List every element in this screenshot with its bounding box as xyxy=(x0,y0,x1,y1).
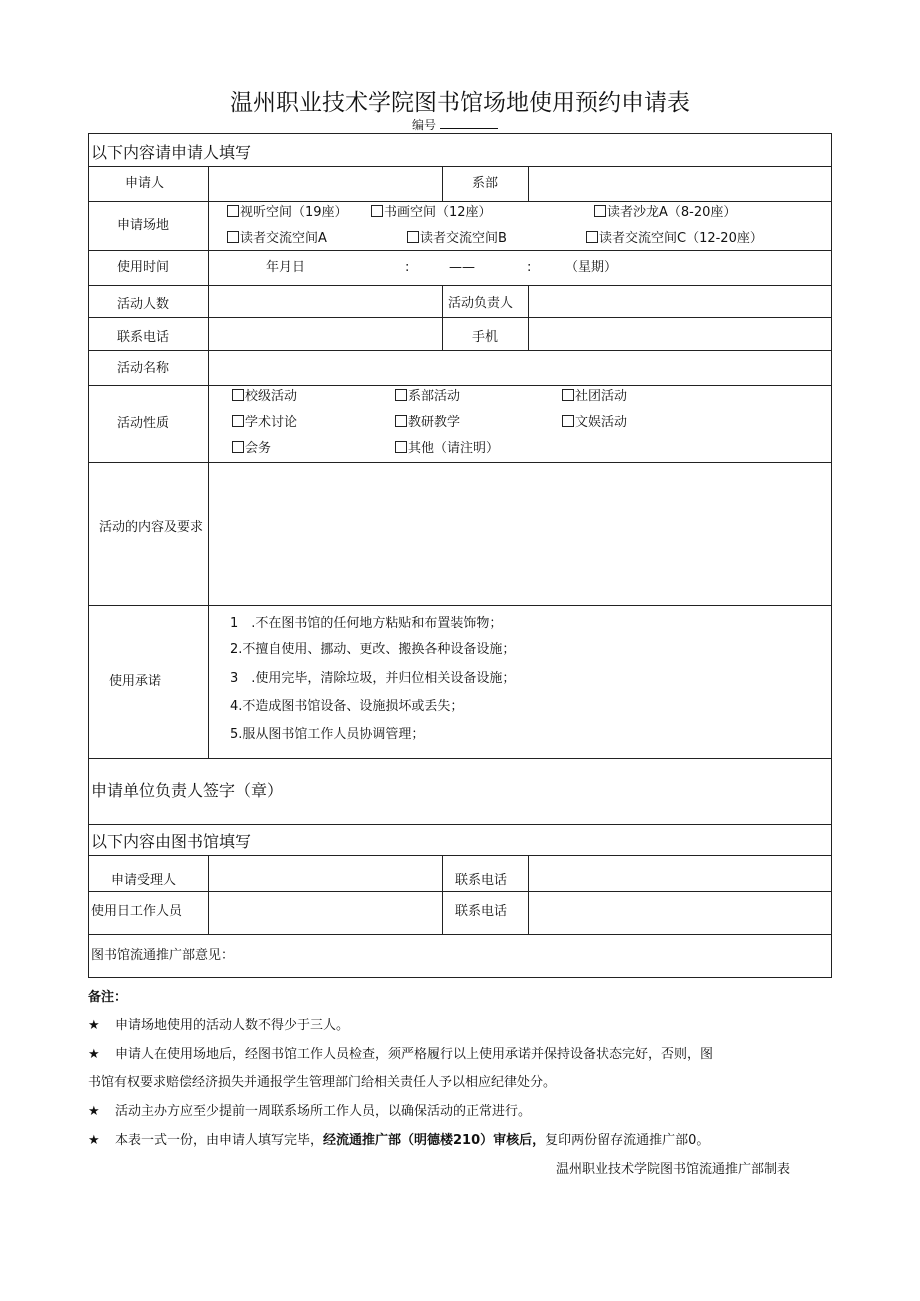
footer-credit: 温州职业技术学院图书馆流通推广部制表 xyxy=(556,1162,791,1177)
activity-name-input[interactable] xyxy=(209,351,831,385)
checkbox-icon[interactable] xyxy=(407,231,419,243)
headcount-input[interactable] xyxy=(209,286,442,317)
label-venue: 申请场地 xyxy=(117,218,170,233)
phone-input[interactable] xyxy=(209,318,442,350)
label-leader: 活动负责人 xyxy=(448,296,514,311)
receiver-phone-input[interactable] xyxy=(529,856,831,891)
checkbox-icon[interactable] xyxy=(594,205,606,217)
note-item: 活动主办方应至少提前一周联系场所工作人员，以确保活动的正常进行。 xyxy=(115,1104,532,1119)
type-option-club[interactable]: 社团活动 xyxy=(562,389,627,405)
time-colon-end: : xyxy=(527,260,532,275)
opinion-area[interactable] xyxy=(89,935,831,977)
checkbox-icon[interactable] xyxy=(232,415,244,427)
note-last-bold: 经流通推广部（明德楼210）审核后， xyxy=(323,1133,546,1148)
note-item: 申请场地使用的活动人数不得少于三人。 xyxy=(115,1018,350,1033)
label-content: 活动的内容及要求 xyxy=(98,520,203,535)
checkbox-icon[interactable] xyxy=(371,205,383,217)
label-opinion: 图书馆流通推广部意见： xyxy=(91,948,235,963)
commitment-item: 1 .不在图书馆的任何地方粘贴和布置装饰物； xyxy=(230,616,503,631)
checkbox-icon[interactable] xyxy=(232,441,244,453)
type-option-other[interactable]: 其他（请注明） xyxy=(395,441,499,457)
venue-option-calligraphy[interactable]: 书画空间（12座） xyxy=(371,205,492,221)
content-textarea[interactable] xyxy=(209,463,831,605)
checkbox-icon[interactable] xyxy=(395,415,407,427)
label-commitment: 使用承诺 xyxy=(109,674,162,689)
checkbox-icon[interactable] xyxy=(395,441,407,453)
star-icon: ★ xyxy=(88,1104,100,1119)
label-applicant: 申请人 xyxy=(125,176,165,191)
venue-option-salon-a[interactable]: 读者沙龙A（8-20座） xyxy=(594,205,736,221)
label-use-time: 使用时间 xyxy=(117,260,170,275)
label-department: 系部 xyxy=(472,176,499,191)
label-staff: 使用日工作人员 xyxy=(91,904,183,919)
serial-input-line[interactable] xyxy=(440,118,498,129)
label-activity-name: 活动名称 xyxy=(117,361,170,376)
type-option-entertainment[interactable]: 文娱活动 xyxy=(562,415,627,431)
checkbox-icon[interactable] xyxy=(562,389,574,401)
checkbox-icon[interactable] xyxy=(562,415,574,427)
commitment-item: 4.不造成图书馆设备、设施损坏或丢失； xyxy=(230,699,464,714)
note-last-pre: 本表一式一份，由申请人填写完毕， xyxy=(115,1133,324,1148)
star-icon: ★ xyxy=(88,1133,100,1148)
checkbox-icon[interactable] xyxy=(586,231,598,243)
note-item: 申请人在使用场地后，经图书馆工作人员检查，须严格履行以上使用承诺并保持设备状态完好，否则，图 xyxy=(115,1047,714,1062)
label-phone: 联系电话 xyxy=(117,330,170,345)
mobile-input[interactable] xyxy=(529,318,831,350)
notes-heading: 备注： xyxy=(88,990,128,1005)
type-option-department[interactable]: 系部活动 xyxy=(395,389,460,405)
receiver-input[interactable] xyxy=(209,856,442,891)
label-headcount: 活动人数 xyxy=(117,297,170,312)
type-option-meeting[interactable]: 会务 xyxy=(232,441,271,457)
commitment-item: 3 .使用完毕，清除垃圾，并归位相关设备设施； xyxy=(230,671,516,686)
checkbox-icon[interactable] xyxy=(232,389,244,401)
venue-option-exchange-c[interactable]: 读者交流空间C（12-20座） xyxy=(586,231,763,247)
checkbox-icon[interactable] xyxy=(227,231,239,243)
venue-option-exchange-a[interactable]: 读者交流空间A xyxy=(227,231,327,247)
checkbox-icon[interactable] xyxy=(395,389,407,401)
venue-option-exchange-b[interactable]: 读者交流空间B xyxy=(407,231,507,247)
venue-option-av[interactable]: 视听空间（19座） xyxy=(227,205,348,221)
note-last-post: 复印两份留存流通推广部0。 xyxy=(545,1133,710,1148)
leader-input[interactable] xyxy=(529,286,831,317)
date-label[interactable]: 年月日 xyxy=(266,260,306,275)
signature-label: 申请单位负责人签字（章） xyxy=(91,781,284,800)
note-item-continued: 书馆有权要求赔偿经济损失并通报学生管理部门给相关责任人予以相应纪律处分。 xyxy=(88,1075,557,1090)
label-staff-phone: 联系电话 xyxy=(455,904,508,919)
label-receiver-phone: 联系电话 xyxy=(455,873,508,888)
serial-number xyxy=(412,116,498,133)
application-form xyxy=(88,133,832,978)
note-item-last xyxy=(115,1133,709,1149)
label-activity-type: 活动性质 xyxy=(117,416,170,431)
department-input[interactable] xyxy=(529,167,831,201)
staff-phone-input[interactable] xyxy=(529,892,831,934)
serial-label: 编号 xyxy=(412,118,437,132)
star-icon: ★ xyxy=(88,1018,100,1033)
applicant-input[interactable] xyxy=(209,167,442,201)
commitment-item: 2.不擅自使用、挪动、更改、搬换各种设备设施； xyxy=(230,642,516,657)
staff-input[interactable] xyxy=(209,892,442,934)
commitment-item: 5.服从图书馆工作人员协调管理； xyxy=(230,727,425,742)
page-title: 温州职业技术学院图书馆场地使用预约申请表 xyxy=(230,90,690,116)
type-option-academic[interactable]: 学术讨论 xyxy=(232,415,297,431)
section-library: 以下内容由图书馆填写 xyxy=(91,832,252,851)
time-colon-start: : xyxy=(405,260,410,275)
section-applicant: 以下内容请申请人填写 xyxy=(91,143,252,162)
time-dash: —— xyxy=(449,260,475,275)
label-receiver: 申请受理人 xyxy=(111,873,177,888)
label-mobile: 手机 xyxy=(472,330,499,345)
checkbox-icon[interactable] xyxy=(227,205,239,217)
type-option-school[interactable]: 校级活动 xyxy=(232,389,297,405)
weekday-label[interactable]: （星期） xyxy=(565,260,618,275)
star-icon: ★ xyxy=(88,1047,100,1062)
type-option-teaching[interactable]: 教研教学 xyxy=(395,415,460,431)
